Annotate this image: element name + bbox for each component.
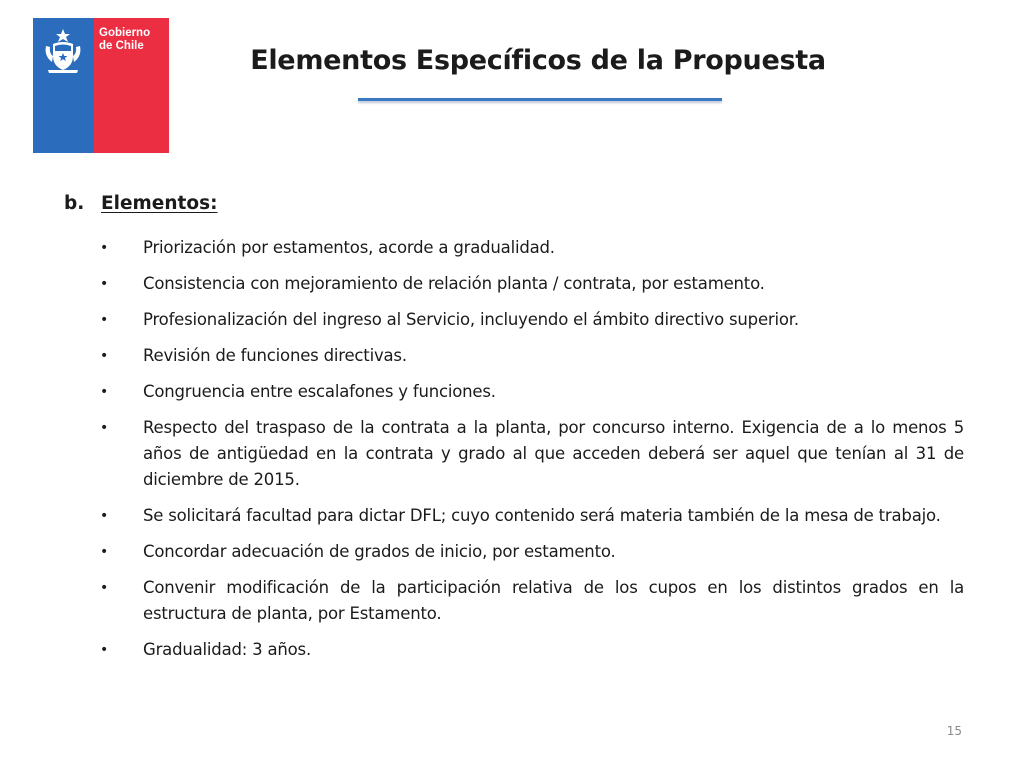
bullet-icon: • — [100, 276, 109, 292]
list-item — [100, 415, 964, 493]
bullet-icon: • — [100, 312, 109, 328]
bullet-icon: • — [100, 642, 109, 658]
gobierno-de-chile-logo — [33, 18, 169, 153]
list-item — [100, 539, 964, 565]
slide-title: Elementos Específicos de la Propuesta — [250, 45, 826, 76]
list-item — [100, 343, 964, 369]
bullet-icon: • — [100, 544, 109, 560]
section-heading — [64, 190, 217, 218]
logo-text — [99, 27, 167, 53]
bullet-icon: • — [100, 348, 109, 364]
list-item-text: Priorización por estamentos, acorde a gradualidad. — [143, 238, 555, 257]
bullet-icon: • — [100, 580, 109, 596]
list-item-text: Convenir modificación de la participación relativa de los cupos en los distintos grados en la estructura de planta, por Estamento. — [143, 578, 964, 623]
logo-text-line-1: Gobierno — [99, 27, 151, 39]
section-marker: b. — [64, 193, 85, 214]
list-item — [100, 379, 964, 405]
list-item — [100, 271, 964, 297]
bullet-icon: • — [100, 384, 109, 400]
list-item-text: Concordar adecuación de grados de inicio, por estamento. — [143, 542, 616, 561]
logo-text-line-2: de Chile — [99, 40, 144, 52]
list-item — [100, 307, 964, 333]
list-item-text: Respecto del traspaso de la contrata a la planta, por concurso interno. Exigencia de a lo menos 5 años de antigüedad en la contrata y grado al que acceden deberá ser aquel que tenían al 31 de diciembre de 2015. — [143, 418, 964, 489]
list-item — [100, 235, 964, 261]
section-label: Elementos: — [101, 193, 218, 214]
bullet-list — [100, 235, 964, 673]
list-item-text: Profesionalización del ingreso al Servicio, incluyendo el ámbito directivo superior. — [143, 310, 799, 329]
list-item-text: Se solicitará facultad para dictar DFL; cuyo contenido será materia también de la mesa de trabajo. — [143, 506, 941, 525]
coat-of-arms-icon — [38, 26, 88, 76]
title-underline-rule — [358, 98, 722, 101]
list-item — [100, 637, 964, 663]
page-number: 15 — [946, 724, 962, 738]
list-item-text: Gradualidad: 3 años. — [143, 640, 312, 659]
bullet-icon: • — [100, 508, 109, 524]
bullet-icon: • — [100, 420, 109, 436]
list-item-text: Consistencia con mejoramiento de relación planta / contrata, por estamento. — [143, 274, 765, 293]
list-item-text: Congruencia entre escalafones y funciones. — [143, 382, 496, 401]
list-item — [100, 575, 964, 627]
list-item-text: Revisión de funciones directivas. — [143, 346, 407, 365]
bullet-icon: • — [100, 240, 109, 256]
list-item — [100, 503, 964, 529]
